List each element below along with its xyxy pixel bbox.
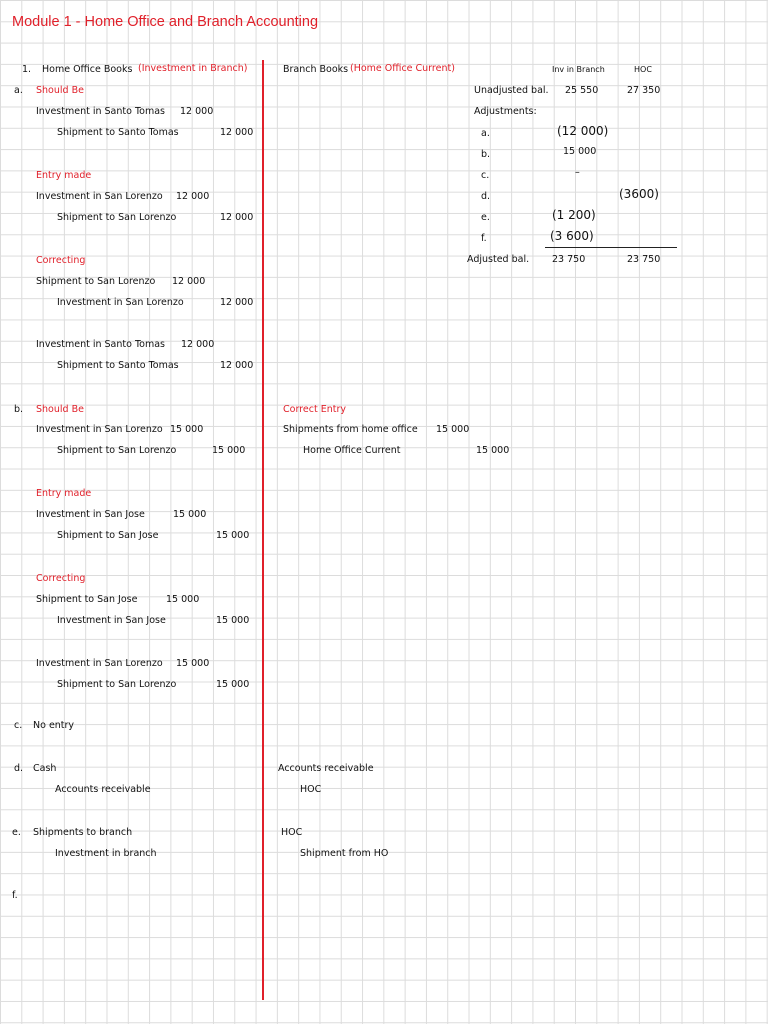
journal-debit: Investment in Santo Tomas (36, 106, 165, 117)
journal-debit: Investment in San Jose (36, 509, 145, 520)
recon-row-label: d. (481, 191, 491, 202)
journal-credit: Shipment to Santo Tomas (57, 360, 179, 371)
recon-adjusted-inv: 23 750 (552, 254, 586, 265)
journal-debit-amount: 15 000 (173, 509, 207, 520)
journal-debit-amount: 15 000 (166, 594, 200, 605)
journal-credit: Shipment to San Lorenzo (57, 679, 177, 690)
journal-credit-amount: 12 000 (220, 212, 254, 223)
recon-adjusted-hoc: 23 750 (627, 254, 661, 265)
journal-debit: Accounts receivable (278, 763, 374, 774)
branch-books-subheading: (Home Office Current) (350, 63, 455, 74)
recon-unadjusted-label: Unadjusted bal. (474, 85, 549, 96)
item-e-letter: e. (12, 827, 21, 838)
journal-debit: Shipment to San Jose (36, 594, 138, 605)
journal-debit: Cash (33, 763, 57, 774)
journal-credit-amount: 15 000 (216, 530, 250, 541)
journal-debit: Shipments from home office (283, 424, 418, 435)
section-number: 1. (22, 64, 32, 75)
journal-credit-amount: 15 000 (216, 679, 250, 690)
journal-credit-amount: 15 000 (216, 615, 250, 626)
recon-header-inv: Inv in Branch (552, 65, 605, 74)
journal-debit-amount: 15 000 (176, 658, 210, 669)
journal-debit-amount: 12 000 (180, 106, 214, 117)
item-b-letter: b. (14, 404, 24, 415)
journal-debit-amount: 15 000 (170, 424, 204, 435)
b-correcting-label: Correcting (36, 573, 86, 584)
recon-adjusted-label: Adjusted bal. (467, 254, 530, 265)
recon-header-hoc: HOC (634, 65, 652, 74)
journal-credit: Investment in San Lorenzo (57, 297, 184, 308)
journal-credit: Accounts receivable (55, 784, 151, 795)
journal-credit-amount: 15 000 (212, 445, 246, 456)
journal-credit: Shipment to San Jose (57, 530, 159, 541)
recon-row-inv: – (575, 167, 580, 178)
recon-row-label: e. (481, 212, 490, 223)
a-correcting-label: Correcting (36, 255, 86, 266)
ho-books-heading: Home Office Books (42, 64, 133, 75)
journal-debit-amount: 12 000 (172, 276, 206, 287)
journal-credit: Shipment to San Lorenzo (57, 212, 177, 223)
journal-credit-amount: 12 000 (220, 297, 254, 308)
journal-debit: Shipment to San Lorenzo (36, 276, 156, 287)
journal-credit: Investment in San Jose (57, 615, 166, 626)
journal-credit: Investment in branch (55, 848, 157, 859)
journal-credit-amount: 12 000 (220, 127, 254, 138)
branch-books-heading: Branch Books (283, 64, 349, 75)
c-no-entry-text: No entry (33, 720, 75, 731)
column-divider (262, 60, 264, 1000)
journal-debit: Investment in Santo Tomas (36, 339, 165, 350)
ho-books-subheading: (Investment in Branch) (138, 63, 248, 74)
journal-credit: Shipment to Santo Tomas (57, 127, 179, 138)
recon-row-label: b. (481, 149, 491, 160)
item-d-letter: d. (14, 763, 24, 774)
recon-row-label: f. (481, 233, 487, 244)
recon-row-label: c. (481, 170, 490, 181)
b-correct-entry-label: Correct Entry (283, 404, 346, 415)
journal-debit: HOC (281, 827, 303, 838)
a-should-be-label: Should Be (36, 85, 84, 96)
recon-total-line (545, 247, 677, 248)
journal-debit-amount: 12 000 (176, 191, 210, 202)
journal-credit: Shipment to San Lorenzo (57, 445, 177, 456)
recon-row-inv: (1 200) (552, 208, 596, 222)
journal-debit: Investment in San Lorenzo (36, 191, 163, 202)
item-c-letter: c. (14, 720, 23, 731)
page-title: Module 1 - Home Office and Branch Accounting (12, 14, 319, 30)
journal-credit-amount: 15 000 (476, 445, 510, 456)
journal-credit-amount: 12 000 (220, 360, 254, 371)
journal-credit: HOC (300, 784, 322, 795)
recon-adjustments-label: Adjustments: (474, 106, 537, 117)
recon-row-inv: 15 000 (563, 146, 597, 157)
recon-row-inv: (12 000) (557, 124, 609, 138)
journal-debit: Investment in San Lorenzo (36, 424, 163, 435)
recon-row-hoc: (3600) (619, 187, 659, 201)
b-entry-made-label: Entry made (36, 488, 92, 499)
journal-debit: Shipments to branch (33, 827, 133, 838)
journal-credit: Home Office Current (303, 445, 401, 456)
recon-unadjusted-hoc: 27 350 (627, 85, 661, 96)
a-entry-made-label: Entry made (36, 170, 92, 181)
item-f-letter: f. (12, 890, 18, 901)
journal-credit: Shipment from HO (300, 848, 389, 859)
journal-debit-amount: 15 000 (436, 424, 470, 435)
recon-unadjusted-inv: 25 550 (565, 85, 599, 96)
journal-debit: Investment in San Lorenzo (36, 658, 163, 669)
b-should-be-label: Should Be (36, 404, 84, 415)
journal-debit-amount: 12 000 (181, 339, 215, 350)
item-a-letter: a. (14, 85, 23, 96)
recon-row-label: a. (481, 128, 490, 139)
recon-row-inv: (3 600) (550, 229, 594, 243)
